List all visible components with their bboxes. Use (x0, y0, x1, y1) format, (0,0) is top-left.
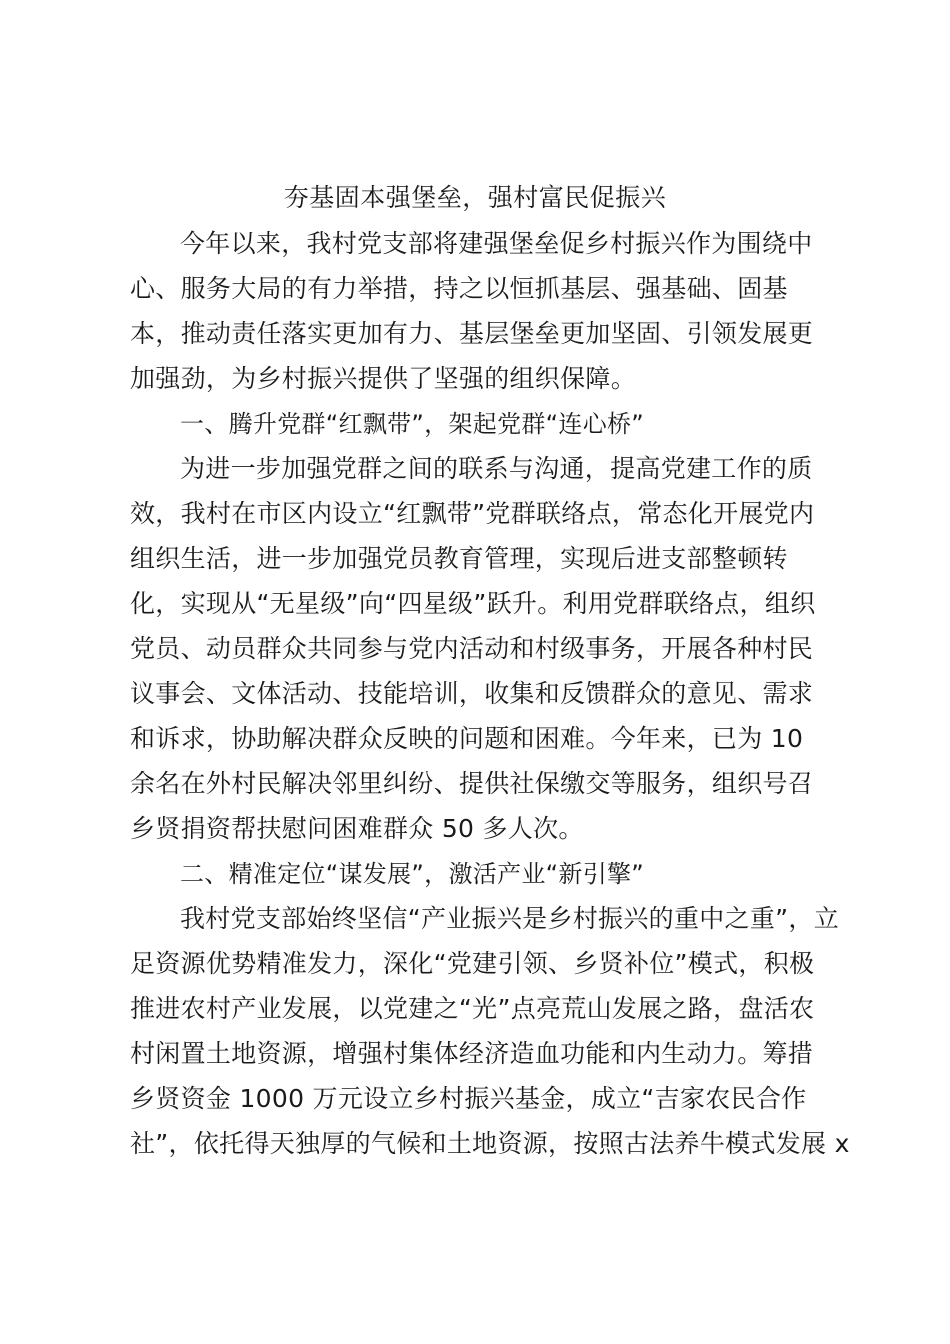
paragraph-1-line-2: 心、服务大局的有力举措，持之以恒抓基层、强基础、固基 (130, 274, 788, 303)
paragraph-2-line-4: 化，实现从“无星级”向“四星级”跃升。利用党群联络点，组织 (130, 589, 816, 618)
paragraph-2-line-7: 和诉求，协助解决群众反映的问题和困难。今年来，已为 10 (130, 724, 804, 753)
paragraph-1-line-1: 今年以来，我村党支部将建强堡垒促乡村振兴作为围绕中 (180, 229, 813, 258)
paragraph-3-line-6: 社”，依托得天独厚的气候和土地资源，按照古法养牛模式发展 x (130, 1129, 850, 1158)
paragraph-2-line-5: 党员、动员群众共同参与党内活动和村级事务，开展各种村民 (130, 634, 814, 663)
paragraph-2-line-6: 议事会、文体活动、技能培训，收集和反馈群众的意见、需求 (130, 679, 814, 708)
paragraph-2-line-1: 为进一步加强党群之间的联系与沟通，提高党建工作的质 (180, 454, 813, 483)
paragraph-1-line-3: 本，推动责任落实更加有力、基层堡垒更加坚固、引领发展更 (130, 319, 814, 348)
paragraph-3-line-4: 村闲置土地资源，增强村集体经济造血功能和内生动力。筹措 (130, 1039, 814, 1068)
paragraph-2-line-8: 余名在外村民解决邻里纠纷、提供社保缴交等服务，组织号召 (130, 769, 814, 798)
paragraph-3-line-1: 我村党支部始终坚信“产业振兴是乡村振兴的重中之重”，立 (180, 904, 840, 933)
section-heading-1: 一、腾升党群“红飘带”，架起党群“连心桥” (180, 410, 645, 438)
paragraph-3-line-2: 足资源优势精准发力，深化“党建引领、乡贤补位”模式，积极 (130, 949, 815, 978)
paragraph-2-line-3: 组织生活，进一步加强党员教育管理，实现后进支部整顿转 (130, 544, 788, 573)
paragraph-2-line-2: 效，我村在市区内设立“红飘带”党群联络点，常态化开展党内 (130, 499, 815, 528)
paragraph-3-line-5: 乡贤资金 1000 万元设立乡村振兴基金，成立“吉家农民合作 (130, 1084, 807, 1113)
paragraph-1-line-4: 加强劲，为乡村振兴提供了坚强的组织保障。 (130, 364, 637, 393)
paragraph-2-line-9: 乡贤捐资帮扶慰问困难群众 50 多人次。 (130, 814, 584, 843)
paragraph-3-line-3: 推进农村产业发展，以党建之“光”点亮荒山发展之路，盘活农 (130, 994, 815, 1023)
section-heading-2: 二、精准定位“谋发展”，激活产业“新引擎” (180, 860, 645, 888)
document-title: 夯基固本强堡垒，强村富民促振兴 (283, 183, 667, 212)
